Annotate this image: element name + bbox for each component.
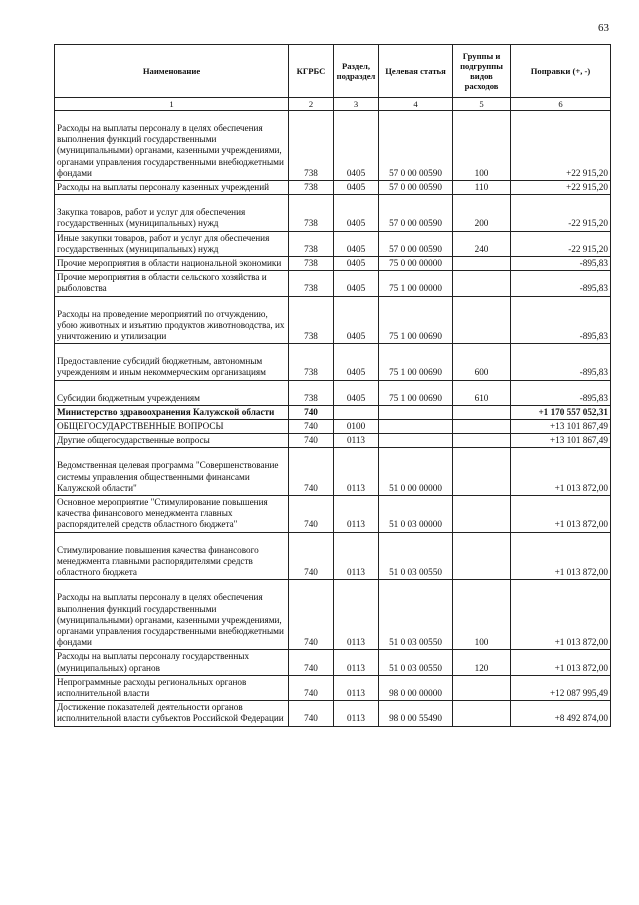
row-expense-type [453,405,511,419]
row-name: Стимулирование повышения качества финансового менеджмента главными распорядителями средств областного бюджета [55,532,289,580]
column-number: 3 [334,98,379,111]
row-name: Расходы на выплаты персоналу казенных учреждений [55,181,289,195]
column-number: 5 [453,98,511,111]
row-target-article: 75 1 00 00690 [379,296,453,344]
row-razdel: 0405 [334,195,379,231]
row-kgrbs: 740 [289,420,334,434]
row-razdel: 0405 [334,271,379,296]
row-amendment-sum: -22 915,20 [511,231,611,256]
row-name: Расходы на проведение мероприятий по отчуждению, убою животных и изъятию продуктов животноводства, их уничтожению и утилизации [55,296,289,344]
row-expense-type [453,532,511,580]
table-row [55,181,611,195]
row-kgrbs: 738 [289,231,334,256]
row-amendment-sum: -895,83 [511,296,611,344]
table-row [55,271,611,296]
row-amendment-sum: +8 492 874,00 [511,701,611,726]
row-amendment-sum: +1 013 872,00 [511,496,611,533]
row-amendment-sum: +12 087 995,49 [511,675,611,700]
row-kgrbs: 740 [289,580,334,650]
row-expense-type: 120 [453,650,511,675]
column-number: 1 [55,98,289,111]
table-header-row [55,45,611,98]
row-target-article: 98 0 00 55490 [379,701,453,726]
table-row [55,420,611,434]
row-kgrbs: 740 [289,434,334,448]
row-name: Субсидии бюджетным учреждениям [55,380,289,405]
budget-amendments-table [54,44,611,727]
table-row [55,448,611,496]
column-number-row [55,98,611,111]
row-expense-type: 110 [453,181,511,195]
row-target-article: 57 0 00 00590 [379,231,453,256]
row-target-article: 57 0 00 00590 [379,181,453,195]
column-number: 6 [511,98,611,111]
row-razdel: 0405 [334,181,379,195]
row-kgrbs: 738 [289,111,334,181]
row-name: Прочие мероприятия в области сельского хозяйства и рыболовства [55,271,289,296]
table-row [55,532,611,580]
row-name: Основное мероприятие "Стимулирование повышения качества финансового менеджмента главных распорядителей средств областного бюджета" [55,496,289,533]
row-target-article: 75 1 00 00690 [379,344,453,380]
row-expense-type [453,420,511,434]
row-kgrbs: 738 [289,296,334,344]
row-expense-type [453,257,511,271]
row-kgrbs: 740 [289,448,334,496]
row-amendment-sum: +22 915,20 [511,181,611,195]
row-razdel: 0113 [334,675,379,700]
row-target-article: 98 0 00 00000 [379,675,453,700]
row-razdel: 0113 [334,580,379,650]
row-name: Ведомственная целевая программа "Совершенствование системы управления общественными финансами Калужской области" [55,448,289,496]
row-target-article: 51 0 03 00550 [379,650,453,675]
row-name: Расходы на выплаты персоналу в целях обеспечения выполнения функций государственными (муниципальными) органами, казенными учреждениями, органами управления государственными внебюджетными фондами [55,580,289,650]
row-name: Иные закупки товаров, работ и услуг для обеспечения государственных (муниципальных) нужд [55,231,289,256]
row-amendment-sum: +22 915,20 [511,111,611,181]
row-kgrbs: 738 [289,271,334,296]
row-razdel: 0405 [334,231,379,256]
row-amendment-sum: +13 101 867,49 [511,420,611,434]
row-razdel: 0405 [334,344,379,380]
table-row [55,257,611,271]
row-target-article: 57 0 00 00590 [379,195,453,231]
row-expense-type [453,448,511,496]
table-row [55,580,611,650]
row-target-article [379,420,453,434]
table-row [55,344,611,380]
row-amendment-sum: -895,83 [511,344,611,380]
table-row [55,195,611,231]
column-number: 2 [289,98,334,111]
table-body [55,111,611,727]
row-name: Предоставление субсидий бюджетным, автономным учреждениям и иным некоммерческим организациям [55,344,289,380]
row-name: ОБЩЕГОСУДАРСТВЕННЫЕ ВОПРОСЫ [55,420,289,434]
row-expense-type: 610 [453,380,511,405]
row-razdel: 0405 [334,111,379,181]
header-kgrbs: КГРБС [289,45,334,98]
row-amendment-sum: +13 101 867,49 [511,434,611,448]
row-name: Достижение показателей деятельности органов исполнительной власти субъектов Российской Федерации [55,701,289,726]
row-amendment-sum: +1 170 557 052,31 [511,405,611,419]
row-name: Расходы на выплаты персоналу в целях обеспечения выполнения функций государственными (муниципальными) органами, казенными учреждениями, органами управления государственными внебюджетными фондами [55,111,289,181]
row-name: Прочие мероприятия в области национальной экономики [55,257,289,271]
row-expense-type: 240 [453,231,511,256]
row-razdel: 0113 [334,434,379,448]
row-name: Министерство здравоохранения Калужской области [55,405,289,419]
row-kgrbs: 738 [289,257,334,271]
table-row [55,675,611,700]
row-name: Расходы на выплаты персоналу государственных (муниципальных) органов [55,650,289,675]
row-kgrbs: 740 [289,532,334,580]
row-razdel: 0405 [334,257,379,271]
row-target-article: 75 0 00 00000 [379,257,453,271]
row-razdel: 0113 [334,496,379,533]
row-razdel: 0113 [334,701,379,726]
row-razdel: 0113 [334,448,379,496]
table-row [55,231,611,256]
table-row [55,380,611,405]
row-target-article [379,434,453,448]
table-row [55,434,611,448]
row-razdel: 0405 [334,296,379,344]
row-name: Непрограммные расходы региональных органов исполнительной власти [55,675,289,700]
row-razdel: 0113 [334,532,379,580]
row-target-article: 57 0 00 00590 [379,111,453,181]
header-target-article: Целевая статья [379,45,453,98]
row-target-article: 51 0 03 00000 [379,496,453,533]
row-target-article: 75 1 00 00000 [379,271,453,296]
table-row [55,650,611,675]
row-amendment-sum: -895,83 [511,271,611,296]
table-row [55,111,611,181]
row-kgrbs: 738 [289,195,334,231]
column-number: 4 [379,98,453,111]
row-amendment-sum: -895,83 [511,380,611,405]
row-kgrbs: 738 [289,380,334,405]
header-razdel: Раздел, подраздел [334,45,379,98]
row-expense-type: 100 [453,111,511,181]
row-expense-type [453,434,511,448]
row-amendment-sum: +1 013 872,00 [511,448,611,496]
row-expense-type [453,271,511,296]
row-target-article: 51 0 03 00550 [379,580,453,650]
header-amendments: Поправки (+, -) [511,45,611,98]
row-kgrbs: 740 [289,650,334,675]
row-kgrbs: 738 [289,344,334,380]
row-expense-type: 200 [453,195,511,231]
row-expense-type [453,675,511,700]
row-amendment-sum: +1 013 872,00 [511,532,611,580]
row-razdel [334,405,379,419]
row-name: Другие общегосударственные вопросы [55,434,289,448]
row-expense-type [453,496,511,533]
row-target-article: 75 1 00 00690 [379,380,453,405]
row-target-article: 51 0 00 00000 [379,448,453,496]
row-razdel: 0100 [334,420,379,434]
row-kgrbs: 738 [289,181,334,195]
row-razdel: 0113 [334,650,379,675]
row-kgrbs: 740 [289,675,334,700]
row-expense-type: 600 [453,344,511,380]
table-row [55,296,611,344]
row-amendment-sum: +1 013 872,00 [511,580,611,650]
row-expense-type: 100 [453,580,511,650]
row-amendment-sum: -895,83 [511,257,611,271]
row-expense-type [453,701,511,726]
row-razdel: 0405 [334,380,379,405]
table-row [55,496,611,533]
header-name: Наименование [55,45,289,98]
row-kgrbs: 740 [289,701,334,726]
row-amendment-sum: +1 013 872,00 [511,650,611,675]
row-amendment-sum: -22 915,20 [511,195,611,231]
page-number: 63 [598,22,609,34]
row-target-article [379,405,453,419]
row-name: Закупка товаров, работ и услуг для обеспечения государственных (муниципальных) нужд [55,195,289,231]
row-kgrbs: 740 [289,405,334,419]
row-target-article: 51 0 03 00550 [379,532,453,580]
row-expense-type [453,296,511,344]
row-kgrbs: 740 [289,496,334,533]
header-expense-type: Группы и подгруппы видов расходов [453,45,511,98]
table-row [55,405,611,419]
table-row [55,701,611,726]
